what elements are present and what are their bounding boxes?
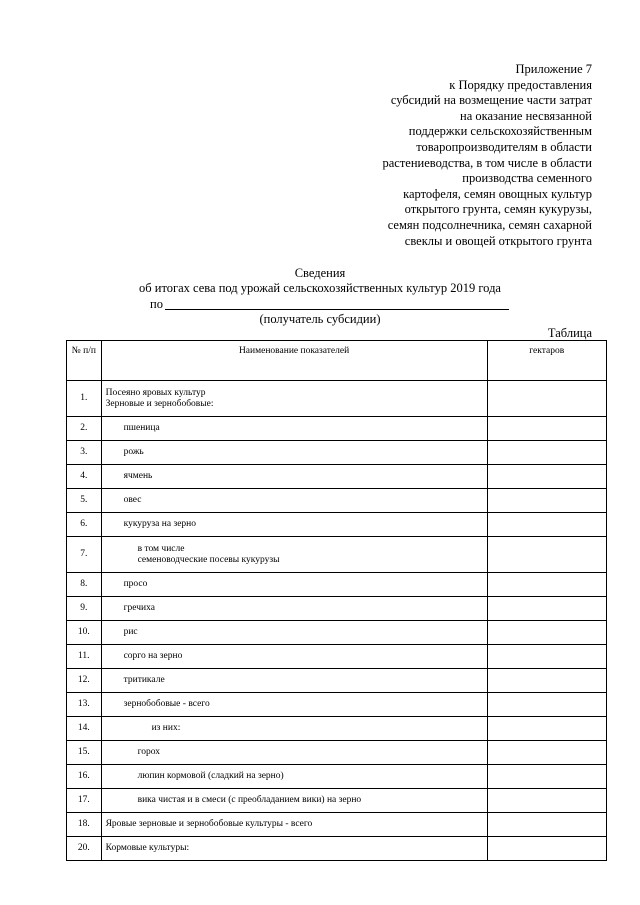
appendix-line: картофеля, семян овощных культур (403, 186, 592, 201)
table-row (67, 789, 607, 813)
row-indicator-label: вика чистая и в смеси (с преобладанием вики) на зерно (137, 795, 362, 805)
row-indicator-label: горох (137, 747, 161, 757)
row-indicator-name (101, 669, 487, 693)
recipient-fill-line (165, 309, 509, 310)
row-indicator-label: пшеница (123, 423, 160, 433)
row-hectares-cell[interactable] (487, 645, 607, 669)
row-number: 17. (67, 789, 102, 813)
table-row (67, 441, 607, 465)
row-indicator-label: в том числе семеноводческие посевы кукурузы (137, 543, 280, 565)
row-indicator-name (101, 465, 487, 489)
row-hectares-cell[interactable] (487, 441, 607, 465)
table-row (67, 717, 607, 741)
row-indicator-label: Кормовые культуры: (105, 843, 190, 853)
table-row (67, 537, 607, 573)
appendix-line: товаропроизводителям в области (416, 139, 592, 154)
row-indicator-name (101, 621, 487, 645)
row-number: 10. (67, 621, 102, 645)
row-hectares-cell[interactable] (487, 489, 607, 513)
appendix-line: свеклы и овощей открытого грунта (404, 233, 592, 248)
row-indicator-label: зернобобовые - всего (123, 699, 210, 709)
table-row (67, 381, 607, 417)
row-hectares-cell[interactable] (487, 597, 607, 621)
row-indicator-label: гречиха (123, 603, 155, 613)
row-indicator-name (101, 381, 487, 417)
row-hectares-cell[interactable] (487, 513, 607, 537)
row-indicator-label: ячмень (123, 471, 153, 481)
row-indicator-label: люпин кормовой (сладкий на зерно) (137, 771, 284, 781)
row-number: 9. (67, 597, 102, 621)
table-row (67, 837, 607, 861)
recipient-caption: (получатель субсидии) (259, 312, 381, 326)
appendix-line: на оказание несвязанной (460, 108, 592, 123)
row-indicator-name (101, 837, 487, 861)
table-label: Таблица (547, 326, 592, 340)
row-number: 18. (67, 813, 102, 837)
table-row (67, 465, 607, 489)
row-indicator-label: рис (123, 627, 138, 637)
table-row (67, 573, 607, 597)
po-label: по (150, 297, 163, 311)
row-number: 5. (67, 489, 102, 513)
row-indicator-name (101, 537, 487, 573)
row-indicator-name (101, 693, 487, 717)
appendix-line: открытого грунта, семян кукурузы, (404, 202, 592, 217)
appendix-block (332, 62, 592, 249)
sowing-table (66, 340, 607, 861)
row-hectares-cell[interactable] (487, 765, 607, 789)
row-indicator-label: Яровые зерновые и зернобобовые культуры - всего (105, 819, 313, 829)
row-number: 7. (67, 537, 102, 573)
appendix-line: производства семенного (462, 171, 592, 186)
table-row (67, 741, 607, 765)
appendix-line: к Порядку предоставления (449, 77, 592, 92)
row-indicator-label: из них: (151, 723, 181, 733)
row-hectares-cell[interactable] (487, 621, 607, 645)
row-number: 12. (67, 669, 102, 693)
row-hectares-cell[interactable] (487, 693, 607, 717)
row-hectares-cell[interactable] (487, 573, 607, 597)
appendix-line: поддержки сельскохозяйственным (408, 124, 592, 139)
table-row (67, 645, 607, 669)
document-subtitle: об итогах сева под урожай сельскохозяйственных культур 2019 года (139, 281, 501, 295)
appendix-line: субсидий на возмещение части затрат (390, 93, 592, 108)
table-row (67, 621, 607, 645)
row-indicator-label: рожь (123, 447, 144, 457)
row-hectares-cell[interactable] (487, 837, 607, 861)
row-indicator-name (101, 417, 487, 441)
column-header-name: Наименование показателей (101, 341, 487, 381)
row-indicator-label: овес (123, 495, 142, 505)
row-hectares-cell[interactable] (487, 789, 607, 813)
table-header-row (67, 341, 607, 381)
table-row (67, 813, 607, 837)
row-hectares-cell[interactable] (487, 417, 607, 441)
row-number: 15. (67, 741, 102, 765)
table-row (67, 513, 607, 537)
table-row (67, 489, 607, 513)
row-number: 6. (67, 513, 102, 537)
row-number: 13. (67, 693, 102, 717)
row-number: 11. (67, 645, 102, 669)
row-indicator-label: Посеяно яровых культур Зерновые и зернобобовые: (105, 387, 214, 409)
table-row (67, 669, 607, 693)
row-number: 20. (67, 837, 102, 861)
row-indicator-name (101, 645, 487, 669)
row-indicator-name (101, 441, 487, 465)
appendix-line: растениеводства, в том числе в области (382, 155, 592, 170)
appendix-line: семян подсолнечника, семян сахарной (387, 217, 592, 232)
row-indicator-label: кукуруза на зерно (123, 519, 197, 529)
row-indicator-name (101, 489, 487, 513)
column-header-number: № п/п (67, 341, 102, 381)
row-hectares-cell[interactable] (487, 465, 607, 489)
table-row (67, 765, 607, 789)
column-header-hectares: гектаров (487, 341, 607, 381)
row-indicator-label: просо (123, 579, 148, 589)
row-indicator-name (101, 741, 487, 765)
row-indicator-name (101, 513, 487, 537)
row-number: 14. (67, 717, 102, 741)
row-indicator-name (101, 813, 487, 837)
row-indicator-name (101, 789, 487, 813)
row-number: 1. (67, 381, 102, 417)
row-hectares-cell[interactable] (487, 537, 607, 573)
row-indicator-name (101, 765, 487, 789)
row-hectares-cell[interactable] (487, 717, 607, 741)
row-hectares-cell[interactable] (487, 741, 607, 765)
table-row (67, 693, 607, 717)
row-hectares-cell[interactable] (487, 813, 607, 837)
row-indicator-name (101, 717, 487, 741)
row-number: 3. (67, 441, 102, 465)
row-hectares-cell[interactable] (487, 669, 607, 693)
row-number: 8. (67, 573, 102, 597)
row-indicator-name (101, 597, 487, 621)
row-indicator-label: сорго на зерно (123, 651, 183, 661)
document-title: Сведения (294, 266, 346, 280)
appendix-line: Приложение 7 (515, 62, 592, 76)
row-number: 16. (67, 765, 102, 789)
row-hectares-cell[interactable] (487, 381, 607, 417)
row-indicator-label: тритикале (123, 675, 165, 685)
row-number: 4. (67, 465, 102, 489)
table-row (67, 417, 607, 441)
row-number: 2. (67, 417, 102, 441)
table-row (67, 597, 607, 621)
row-indicator-name (101, 573, 487, 597)
